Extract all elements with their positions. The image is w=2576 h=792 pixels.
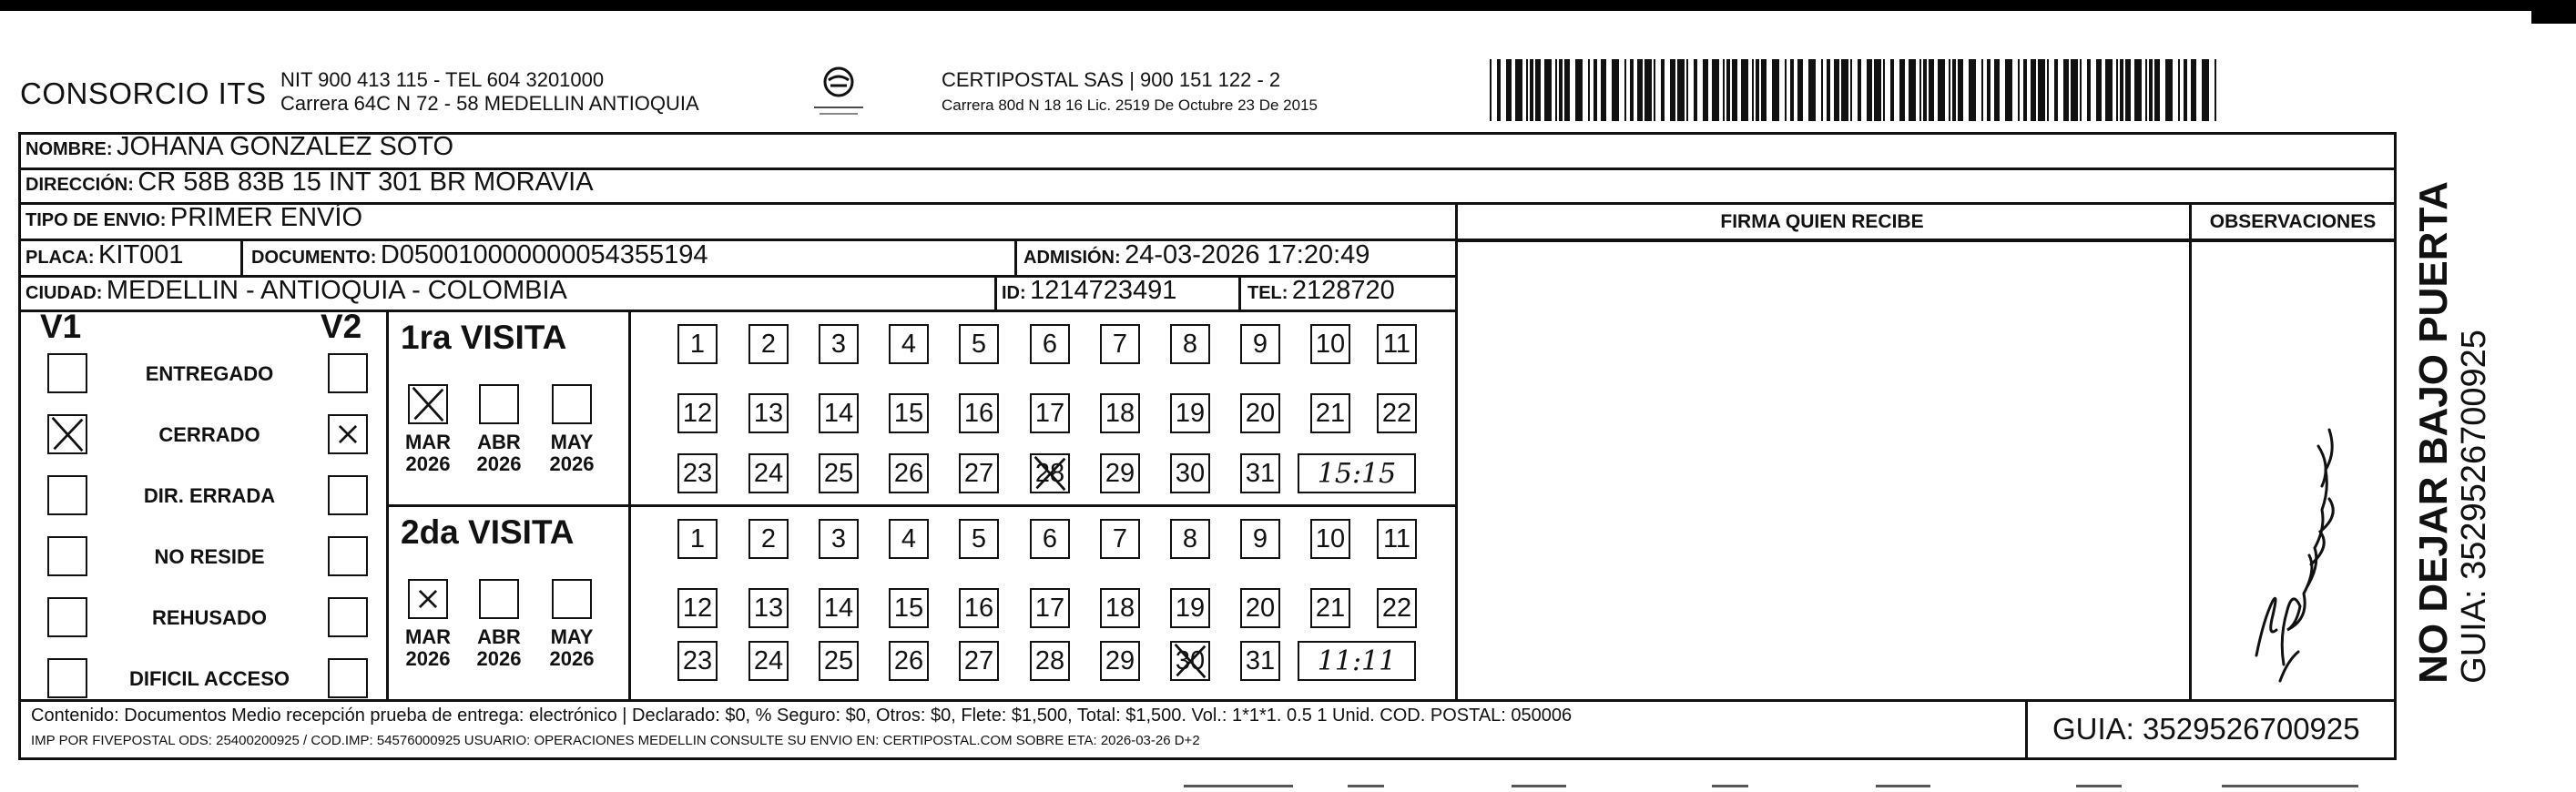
day-box[interactable]: 29 (1100, 641, 1140, 681)
day-box[interactable]: 19 (1170, 393, 1210, 433)
v2-header: V2 (321, 308, 362, 345)
documento-field (251, 240, 708, 270)
tel-field (1247, 276, 1395, 306)
admision-label: ADMISIÓN: (1023, 248, 1121, 268)
day-box[interactable]: 5 (959, 519, 999, 559)
barcode-bar (2215, 59, 2216, 121)
barcode-bar (1785, 59, 1787, 121)
day-box[interactable]: 2 (748, 519, 789, 559)
barcode-bar (1834, 59, 1839, 121)
barcode-bar (2080, 59, 2082, 121)
side-guia: GUIA: 3529526700925 (2455, 330, 2493, 684)
day-box[interactable]: 6 (1030, 519, 1070, 559)
barcode-bar (2120, 59, 2123, 121)
barcode-bar (1544, 59, 1552, 121)
scan-mark (1348, 785, 1384, 787)
month-name: MAR (404, 625, 452, 648)
day-box[interactable]: 15 (889, 588, 929, 628)
nombre-value: JOHANA GONZALEZ SOTO (117, 132, 454, 161)
barcode-bar (1593, 59, 1597, 121)
footer-contenido: Contenido: Documentos Medio recepción prueba de entrega: electrónico | Declarado: $0, % Seguro: $0, Otros: $0, Flete: $1,500, Total: $1,500. Vol.: 1*1*1. 0.5 1 Unid. COD. POSTAL: 050006 (31, 706, 1573, 726)
day-box[interactable]: 29 (1100, 453, 1140, 493)
barcode-bar (2071, 59, 2078, 121)
footer-guia: GUIA: 3529526700925 (2052, 712, 2360, 746)
month-label (392, 432, 464, 475)
tipo-envio-row (25, 203, 362, 233)
day-box[interactable]: 13 (748, 588, 789, 628)
barcode-bar (1899, 59, 1905, 121)
status-reason-label: DIFICIL ACCESO (128, 667, 290, 690)
barcode-bar (2154, 59, 2160, 121)
barcode-bar (2063, 59, 2069, 121)
barcode-bar (1790, 59, 1794, 121)
barcode-bar (1874, 59, 1881, 121)
admision-value: 24-03-2026 17:20:49 (1125, 240, 1370, 269)
day-box[interactable]: 14 (819, 393, 859, 433)
direccion-value: CR 58B 83B 15 INT 301 BR MORAVIA (137, 168, 594, 197)
day-box[interactable]: 25 (819, 641, 859, 681)
status-reason-label: REHUSADO (152, 606, 267, 629)
barcode-bar (2005, 59, 2012, 121)
barcode-bar (1923, 59, 1927, 121)
barcode-bar (1949, 59, 1950, 121)
barcode-bar (1919, 59, 1921, 121)
barcode-bar (1694, 59, 1697, 121)
day-box[interactable]: 31 (1240, 641, 1280, 681)
day-box[interactable]: 25 (819, 453, 859, 493)
no-dejar-bajo-puerta: NO DEJAR BAJO PUERTA (2411, 181, 2456, 684)
barcode-bar (2125, 59, 2131, 121)
barcode-bar (2096, 59, 2102, 121)
scan-mark (1876, 785, 1930, 787)
day-box[interactable]: 24 (748, 641, 789, 681)
day-box[interactable]: 21 (1310, 393, 1350, 433)
day-box[interactable]: 26 (889, 453, 929, 493)
nombre-row (25, 132, 453, 162)
barcode-bar (1526, 59, 1528, 121)
v1-checkbox[interactable] (47, 536, 87, 576)
month-checkbox[interactable] (479, 384, 519, 424)
month-checkbox[interactable] (552, 579, 592, 619)
barcode-bar (1506, 59, 1512, 121)
ciudad-value: MEDELLIN - ANTIOQUIA - COLOMBIA (106, 276, 567, 305)
barcode-bar (2031, 59, 2036, 121)
check-mark-icon (330, 416, 366, 452)
footer-imp: IMP POR FIVEPOSTAL ODS: 25400200925 / COD.IMP: 54576000925 USUARIO: OPERACIONES MEDELLIN CONSULTE SU ENVIO EN: CERTIPOSTAL.COM SOBRE ETA: 2026-03-26 D+2 (31, 733, 1200, 748)
barcode-bar (1588, 59, 1590, 121)
barcode-bar (1723, 59, 1725, 121)
handwritten-time: 15:15 (1317, 458, 1397, 490)
barcode-bar (1958, 59, 1963, 121)
day-box[interactable]: 4 (889, 324, 929, 364)
day-box[interactable]: 22 (1377, 588, 1417, 628)
barcode-bar (1981, 59, 1983, 121)
company-name: CONSORCIO ITS (20, 76, 267, 110)
barcode-bar (1909, 59, 1916, 121)
documento-label: DOCUMENTO: (251, 248, 377, 268)
barcode-bar (1827, 59, 1830, 121)
day-box[interactable]: 23 (677, 453, 718, 493)
day-box[interactable]: 20 (1240, 588, 1280, 628)
barcode-bar (1497, 59, 1501, 121)
barcode-bar (1938, 59, 1945, 121)
day-box[interactable]: 27 (959, 453, 999, 493)
day-box[interactable]: 18 (1100, 393, 1140, 433)
day-box[interactable]: 19 (1170, 588, 1210, 628)
scan-mark (1184, 785, 1293, 787)
status-reason-label: DIR. ERRADA (143, 484, 276, 507)
barcode-bar (1530, 59, 1533, 121)
barcode-bar (2038, 59, 2045, 121)
barcode-bar (2116, 59, 2118, 121)
barcode-bar (2145, 59, 2147, 121)
barcode-bar (1624, 59, 1626, 121)
scan-mark (1512, 785, 1566, 787)
barcode-bar (1850, 59, 1852, 121)
barcode-bar (1797, 59, 1803, 121)
id-value: 1214723491 (1030, 276, 1177, 305)
company-address: Carrera 64C N 72 - 58 MEDELLIN ANTIOQUIA (280, 92, 699, 115)
courier-name: CERTIPOSTAL SAS | 900 151 122 - 2 (942, 68, 1281, 91)
day-box[interactable]: 18 (1100, 588, 1140, 628)
barcode (1490, 59, 2220, 121)
id-label: ID: (1002, 283, 1026, 303)
check-mark-icon (410, 581, 446, 617)
day-box[interactable]: 15 (889, 393, 929, 433)
day-box[interactable]: 23 (677, 641, 718, 681)
month-year: 2026 (405, 452, 451, 475)
barcode-bar (2087, 59, 2091, 121)
day-box[interactable]: 30 (1170, 641, 1210, 681)
visit2-title: 2da VISITA (401, 513, 575, 551)
day-box[interactable]: 12 (677, 588, 718, 628)
tel-value: 2128720 (1291, 276, 1395, 305)
v1-checkbox[interactable] (47, 597, 87, 637)
day-box[interactable]: 16 (959, 588, 999, 628)
month-label (535, 626, 608, 670)
barcode-bar (1612, 59, 1619, 121)
barcode-bar (1821, 59, 1823, 121)
day-box[interactable]: 12 (677, 393, 718, 433)
tel-label: TEL: (1247, 283, 1288, 303)
day-box[interactable]: 9 (1240, 519, 1280, 559)
time-box[interactable] (1298, 453, 1416, 493)
day-box[interactable]: 30 (1170, 453, 1210, 493)
day-box[interactable]: 9 (1240, 324, 1280, 364)
barcode-bar (1808, 59, 1816, 121)
day-box[interactable]: 10 (1310, 324, 1350, 364)
tipo-envio-value: PRIMER ENVÍO (169, 203, 363, 232)
top-black-band (0, 0, 2576, 11)
day-box[interactable]: 27 (959, 641, 999, 681)
month-name: MAY (550, 431, 594, 453)
v2-checkbox[interactable] (328, 536, 368, 576)
side-notice (2408, 159, 2499, 706)
v1-checkbox[interactable] (47, 475, 87, 515)
barcode-bar (2184, 59, 2187, 121)
day-box[interactable]: 11 (1377, 519, 1417, 559)
barcode-bar (2023, 59, 2027, 121)
day-box[interactable]: 3 (819, 324, 859, 364)
courier-address: Carrera 80d N 18 16 Lic. 2519 De Octubre 23 De 2015 (942, 96, 1318, 114)
barcode-bar (1732, 59, 1737, 121)
barcode-bar (2134, 59, 2142, 121)
day-box[interactable]: 20 (1240, 393, 1280, 433)
barcode-bar (1952, 59, 1956, 121)
id-field (1002, 276, 1176, 306)
day-box[interactable]: 17 (1030, 588, 1070, 628)
handwritten-signature (2193, 391, 2397, 683)
day-box[interactable]: 28 (1030, 453, 1070, 493)
barcode-bar (2178, 59, 2180, 121)
barcode-bar (1929, 59, 1934, 121)
scan-mark (1712, 785, 1748, 787)
barcode-bar (1564, 59, 1570, 121)
month-label (535, 432, 608, 475)
day-box[interactable]: 8 (1170, 519, 1210, 559)
tipo-envio-label: TIPO DE ENVIO: (25, 210, 167, 230)
day-box[interactable]: 1 (677, 324, 718, 364)
barcode-bar (1712, 59, 1719, 121)
barcode-bar (1601, 59, 1606, 121)
status-reason-label: NO RESIDE (154, 545, 265, 568)
barcode-bar (1890, 59, 1894, 121)
day-box[interactable]: 7 (1100, 324, 1140, 364)
month-year: 2026 (405, 647, 451, 670)
barcode-bar (1654, 59, 1655, 121)
barcode-bar (1575, 59, 1583, 121)
v2-checkbox[interactable] (328, 475, 368, 515)
v1-checkbox[interactable] (47, 414, 87, 454)
barcode-bar (2149, 59, 2153, 121)
status-reason-label: CERRADO (158, 423, 260, 446)
barcode-bar (2191, 59, 2196, 121)
placa-label: PLACA: (25, 248, 95, 268)
day-box[interactable]: 22 (1377, 393, 1417, 433)
admision-field (1023, 240, 1369, 270)
month-name: MAY (550, 625, 594, 648)
day-box[interactable]: 3 (819, 519, 859, 559)
day-box[interactable]: 4 (889, 519, 929, 559)
day-box[interactable]: 28 (1030, 641, 1070, 681)
documento-value: D050010000000054355194 (380, 240, 708, 269)
barcode-bar (1490, 59, 1492, 121)
month-name: ABR (477, 625, 521, 648)
v2-checkbox[interactable] (328, 597, 368, 637)
barcode-bar (1661, 59, 1665, 121)
v1-checkbox[interactable] (47, 353, 87, 393)
barcode-bar (2054, 59, 2058, 121)
barcode-bar (1559, 59, 1563, 121)
day-box[interactable]: 10 (1310, 519, 1350, 559)
barcode-bar (1841, 59, 1848, 121)
placa-field (25, 240, 184, 270)
month-label (463, 432, 535, 475)
direccion-label: DIRECCIÓN: (25, 175, 134, 195)
day-box[interactable]: 31 (1240, 453, 1280, 493)
day-box[interactable]: 21 (1310, 588, 1350, 628)
month-year: 2026 (476, 647, 522, 670)
v1-header: V1 (40, 308, 82, 345)
v2-checkbox[interactable] (328, 658, 368, 698)
month-year: 2026 (476, 452, 522, 475)
barcode-bar (1670, 59, 1675, 121)
barcode-bar (1644, 59, 1652, 121)
barcode-bar (1867, 59, 1872, 121)
barcode-bar (1726, 59, 1730, 121)
day-box[interactable]: 13 (748, 393, 789, 433)
barcode-bar (1883, 59, 1885, 121)
month-label (392, 626, 464, 670)
month-checkbox[interactable] (552, 384, 592, 424)
month-label (463, 626, 535, 670)
barcode-bar (1555, 59, 1557, 121)
barcode-bar (1637, 59, 1643, 121)
day-box[interactable]: 24 (748, 453, 789, 493)
direccion-row (25, 168, 594, 198)
day-box[interactable]: 14 (819, 588, 859, 628)
barcode-bar (1772, 59, 1779, 121)
v1-checkbox[interactable] (47, 658, 87, 698)
day-box[interactable]: 6 (1030, 324, 1070, 364)
top-black-band-tail (2531, 11, 2576, 24)
barcode-bar (1677, 59, 1685, 121)
company-nit: NIT 900 413 115 - TEL 604 3201000 (280, 68, 605, 91)
check-mark-icon (1032, 455, 1068, 492)
scan-mark (2076, 785, 2122, 787)
barcode-bar (2165, 59, 2173, 121)
visit1-title: 1ra VISITA (401, 319, 567, 356)
day-box[interactable]: 7 (1100, 519, 1140, 559)
check-mark-icon (49, 416, 86, 452)
day-box[interactable]: 5 (959, 324, 999, 364)
barcode-bar (2018, 59, 2020, 121)
check-mark-icon (410, 386, 446, 422)
month-year: 2026 (549, 647, 595, 670)
scan-mark (2222, 785, 2358, 787)
status-reason-label: ENTREGADO (145, 362, 274, 385)
barcode-bar (2105, 59, 2113, 121)
barcode-bar (1994, 59, 2000, 121)
v2-checkbox[interactable] (328, 353, 368, 393)
barcode-bar (1515, 59, 1522, 121)
observaciones-header: OBSERVACIONES (2209, 211, 2377, 232)
barcode-bar (1686, 59, 1688, 121)
barcode-bar (1630, 59, 1634, 121)
ciudad-field (25, 276, 567, 306)
barcode-bar (2047, 59, 2049, 121)
barcode-bar (1761, 59, 1767, 121)
day-box[interactable]: 1 (677, 519, 718, 559)
month-checkbox[interactable] (408, 579, 448, 619)
month-checkbox[interactable] (479, 579, 519, 619)
check-mark-icon (1172, 643, 1208, 679)
month-checkbox[interactable] (408, 384, 448, 424)
month-name: MAR (404, 431, 452, 453)
day-box[interactable]: 11 (1377, 324, 1417, 364)
certipostal-logo (809, 62, 869, 118)
firma-header: FIRMA QUIEN RECIBE (1720, 211, 1924, 232)
barcode-bar (1535, 59, 1541, 121)
month-year: 2026 (549, 452, 595, 475)
day-box[interactable]: 2 (748, 324, 789, 364)
handwritten-time: 11:11 (1317, 645, 1397, 677)
placa-value: KIT001 (98, 240, 184, 269)
month-name: ABR (477, 431, 521, 453)
barcode-bar (1858, 59, 1861, 121)
barcode-bar (1752, 59, 1754, 121)
day-box[interactable]: 26 (889, 641, 929, 681)
barcode-bar (1969, 59, 1976, 121)
day-box[interactable]: 16 (959, 393, 999, 433)
day-box[interactable]: 17 (1030, 393, 1070, 433)
time-box[interactable] (1298, 641, 1416, 681)
v2-checkbox[interactable] (328, 414, 368, 454)
barcode-bar (1987, 59, 1991, 121)
barcode-bar (1741, 59, 1748, 121)
barcode-bar (1703, 59, 1708, 121)
ciudad-label: CIUDAD: (25, 283, 103, 303)
barcode-bar (2202, 59, 2209, 121)
nombre-label: NOMBRE: (25, 139, 113, 159)
barcode-bar (1756, 59, 1759, 121)
day-box[interactable]: 8 (1170, 324, 1210, 364)
